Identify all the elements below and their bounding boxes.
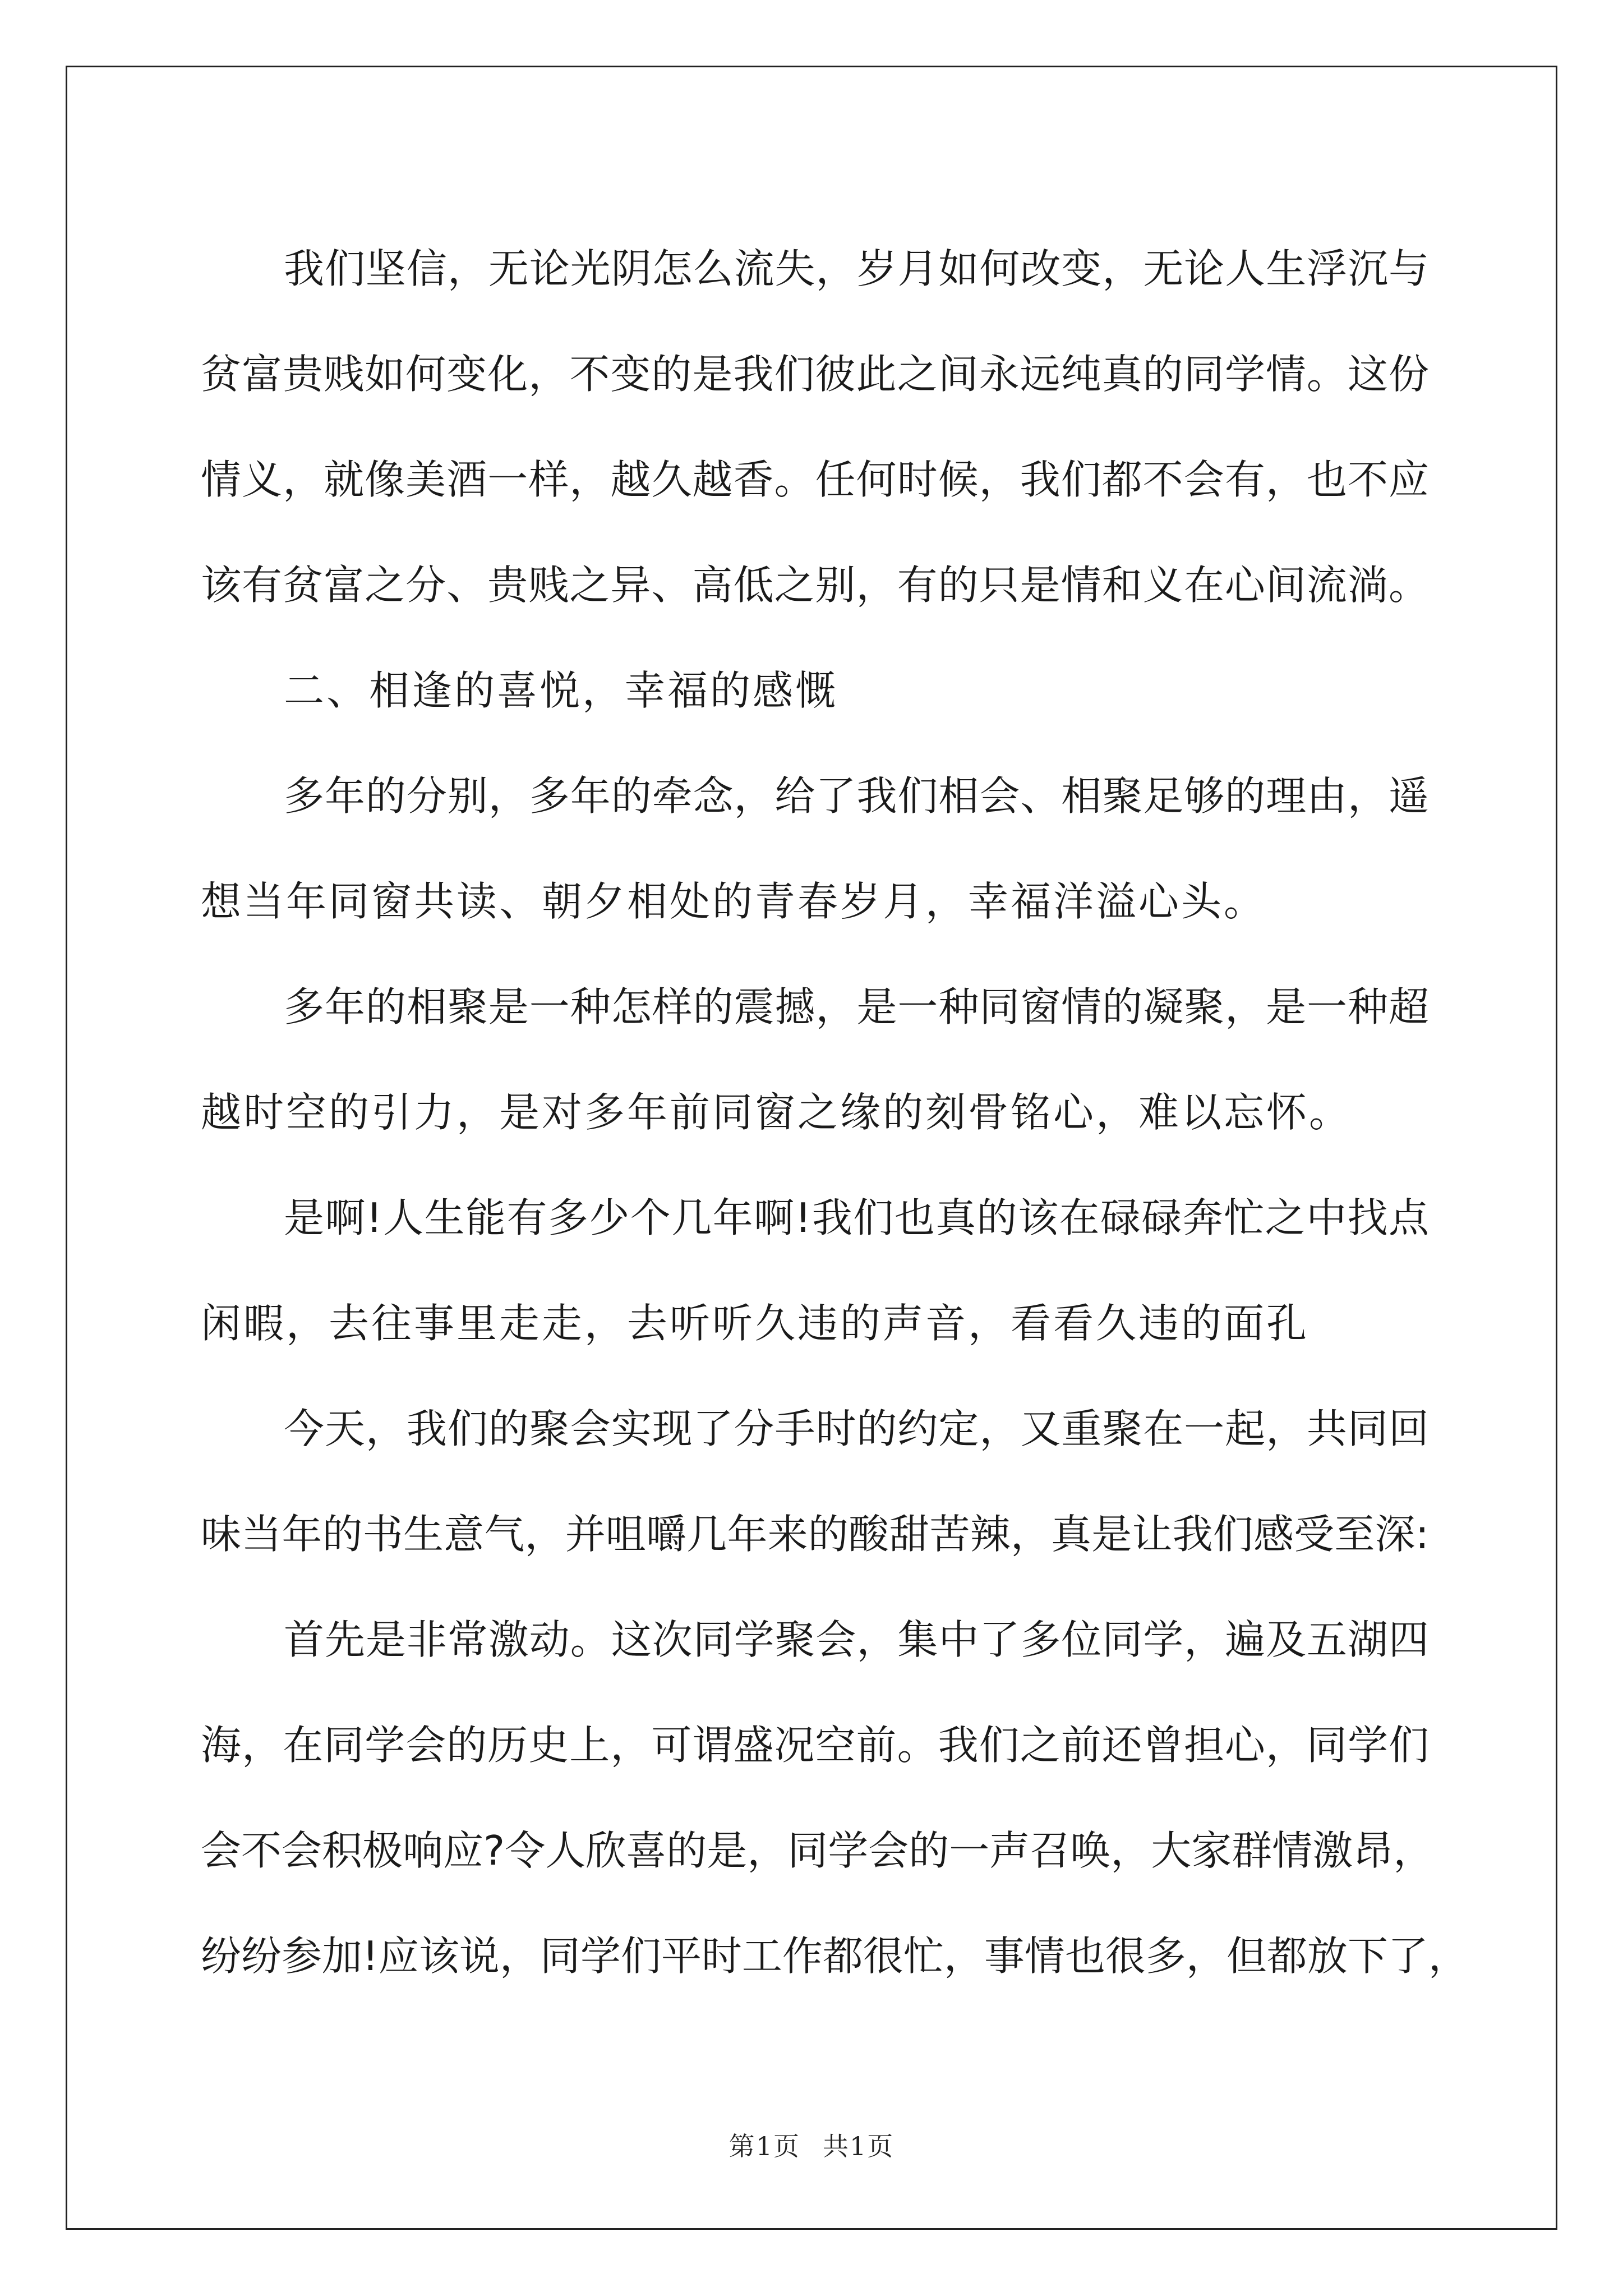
text-line: 越时空的引力，是对多年前同窗之缘的刻骨铭心，难以忘怀。 <box>201 1089 1352 1136</box>
text-line: 味当年的书生意气，并咀嚼几年来的酸甜苦辣，真是让我们感受至深: <box>201 1511 1429 1558</box>
text-line: 闲暇，去往事里走走，去听听久违的声音，看看久违的面孔 <box>201 1300 1310 1347</box>
page-total: 共1页 <box>823 2131 895 2161</box>
page-number: 第1页 <box>728 2131 800 2161</box>
text-line: 该有贫富之分、贵贱之异、高低之别，有的只是情和义在心间流淌。 <box>201 562 1429 609</box>
text-line: 贫富贵贱如何变化，不变的是我们彼此之间永远纯真的同学情。这份 <box>201 351 1429 398</box>
text-line: 首先是非常激动。这次同学聚会，集中了多位同学，遍及五湖四 <box>284 1616 1429 1663</box>
text-line: 二、相逢的喜悦，幸福的感慨 <box>284 667 838 714</box>
text-line: 会不会积极响应?令人欣喜的是，同学会的一声召唤，大家群情激昂， <box>201 1827 1434 1874</box>
text-line: 多年的分别，多年的牵念，给了我们相会、相聚足够的理由，遥 <box>284 772 1429 820</box>
document-body <box>201 216 1469 2009</box>
text-line: 想当年同窗共读、朝夕相处的青春岁月，幸福洋溢心头。 <box>201 878 1267 925</box>
text-line: 情义，就像美酒一样，越久越香。任何时候，我们都不会有，也不应 <box>201 456 1429 503</box>
text-line: 我们坚信，无论光阴怎么流失，岁月如何改变，无论人生浮沉与 <box>284 245 1429 292</box>
text-line: 今天，我们的聚会实现了分手时的约定，又重聚在一起，共同回 <box>284 1405 1429 1452</box>
page-footer <box>0 2126 1623 2163</box>
text-line: 是啊!人生能有多少个几年啊!我们也真的该在碌碌奔忙之中找点 <box>284 1194 1429 1241</box>
text-line: 海，在同学会的历史上，可谓盛况空前。我们之前还曾担心，同学们 <box>201 1722 1429 1769</box>
text-line: 纷纷参加!应该说，同学们平时工作都很忙，事情也很多，但都放下了， <box>201 1932 1469 1980</box>
text-line: 多年的相聚是一种怎样的震撼，是一种同窗情的凝聚，是一种超 <box>284 983 1429 1030</box>
